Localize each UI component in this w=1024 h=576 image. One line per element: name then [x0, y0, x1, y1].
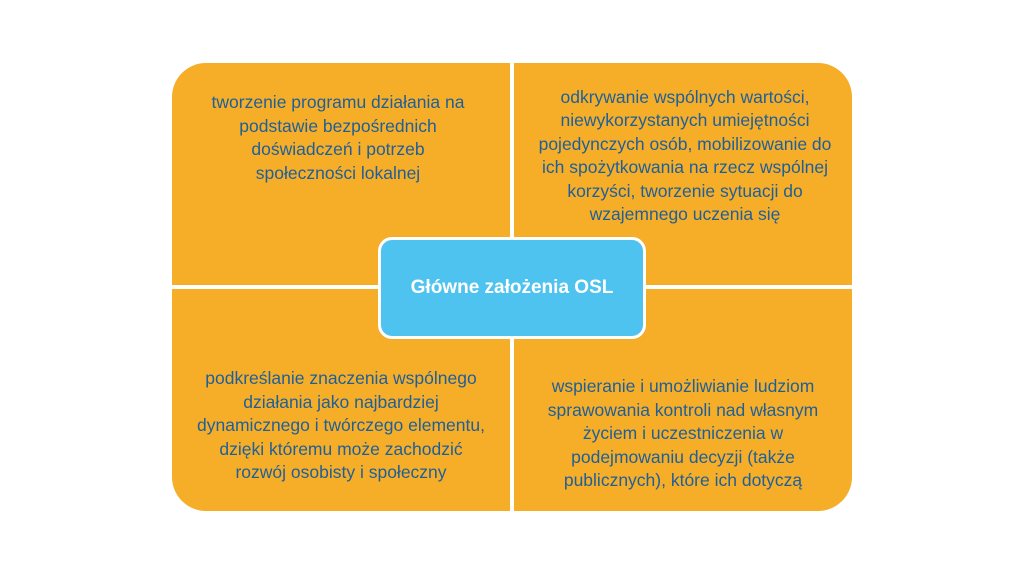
quadrant-top-left-text: tworzenie programu działania na podstawie bezpośrednich doświadczeń i potrzeb społeczności lokalnej [211, 92, 465, 183]
quadrant-top-right-text: odkrywanie wspólnych wartości, niewykorzystanych umiejętności pojedynczych osób, mobilizowanie do ich spożytkowania na rzecz wspólnej korzyści, tworzenie sytuacji do wzajemnego uczenia się [538, 86, 832, 224]
center-box [378, 237, 646, 339]
quadrant-bottom-right-text: wspieranie i umożliwianie ludziom sprawowania kontroli nad własnym życiem i uczestniczenia w podejmowaniu decyzji (także publicznych), które ich dotyczą [547, 376, 819, 491]
center-label: Główne założenia OSL [410, 277, 614, 298]
quadrant-bottom-left-text: podkreślanie znaczenia wspólnego działania jako najbardziej dynamicznego i twórczego elementu, dzięki któremu może zachodzić rozwój osobisty i społeczny [197, 368, 485, 483]
